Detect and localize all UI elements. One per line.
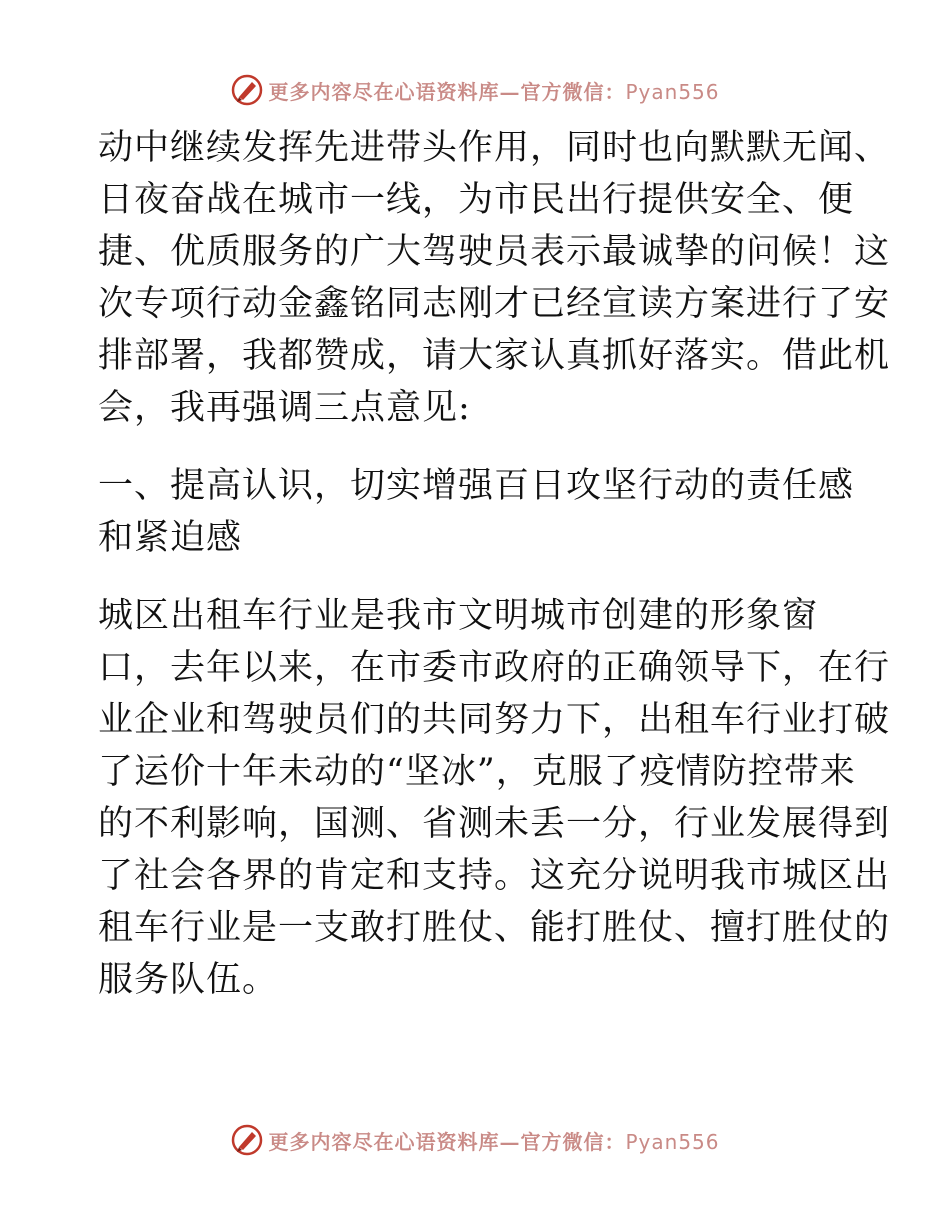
- text-line: 排部署，我都赞成，请大家认真抓好落实。借此机: [98, 336, 891, 376]
- section-heading-1: [98, 460, 858, 564]
- document-body: [98, 122, 891, 1006]
- text-line: 动中继续发挥先进带头作用，同时也向默默无闻、: [98, 128, 891, 168]
- footer-banner-text: 更多内容尽在心语资料库—官方微信：Pyan556: [268, 1129, 720, 1154]
- text-line: 城区出租车行业是我市文明城市创建的形象窗: [98, 596, 819, 636]
- paragraph-gap: [98, 434, 858, 460]
- header-banner-text: 更多内容尽在心语资料库—官方微信：Pyan556: [268, 79, 720, 104]
- text-line: 口，去年以来，在市委市政府的正确领导下，在行: [98, 648, 891, 688]
- footer-wechat-id: Pyan556: [625, 1129, 720, 1154]
- header-banner: [0, 70, 950, 110]
- text-line: 了运价十年未动的“坚冰”，克服了疫情防控带来: [98, 752, 856, 792]
- footer-banner: [0, 1120, 950, 1160]
- heading-line: 一、提高认识，切实增强百日攻坚行动的责任感: [98, 466, 855, 506]
- pen-nib-logo-icon: [230, 73, 264, 107]
- text-line: 租车行业是一支敢打胜仗、能打胜仗、擅打胜仗的: [98, 908, 891, 948]
- text-line: 会，我再强调三点意见:: [98, 388, 471, 428]
- heading-line: 和紧迫感: [98, 518, 243, 558]
- text-line: 捷、优质服务的广大驾驶员表示最诚挚的问候！这: [98, 232, 891, 272]
- text-line: 了社会各界的肯定和支持。这充分说明我市城区出: [98, 856, 891, 896]
- paragraph-2: [98, 590, 891, 1006]
- paragraph-1: [98, 122, 891, 434]
- text-line: 日夜奋战在城市一线，为市民出行提供安全、便: [98, 180, 855, 220]
- text-line: 业企业和驾驶员们的共同努力下，出租车行业打破: [98, 700, 891, 740]
- text-line: 次专项行动金鑫铭同志刚才已经宣读方案进行了安: [98, 284, 891, 324]
- paragraph-gap: [98, 564, 858, 590]
- pen-nib-logo-icon: [230, 1123, 264, 1157]
- header-wechat-id: Pyan556: [625, 79, 720, 104]
- text-line: 的不利影响，国测、省测未丢一分，行业发展得到: [98, 804, 891, 844]
- text-line: 服务队伍。: [98, 960, 279, 1000]
